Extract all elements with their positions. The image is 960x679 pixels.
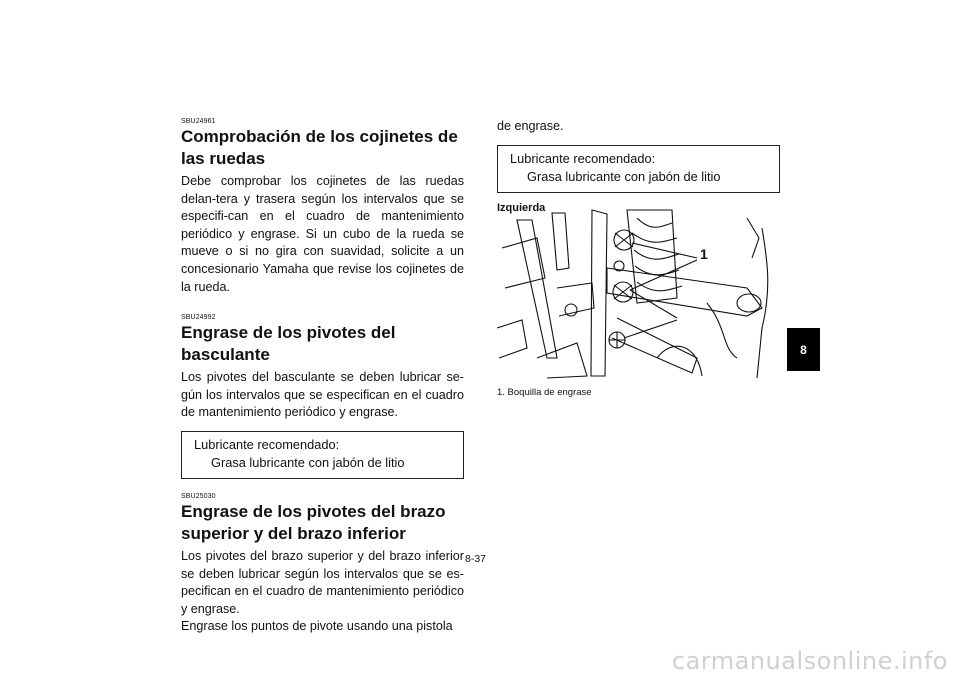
chapter-tab: 8 — [787, 328, 820, 371]
section-code: SBU25030 — [181, 492, 216, 500]
right-column — [497, 118, 780, 214]
left-column — [181, 118, 464, 636]
lubricant-box — [181, 431, 464, 479]
page-number: 8-37 — [465, 553, 487, 565]
lubricant-value: Grasa lubricante con jabón de litio — [211, 454, 405, 470]
section-heading: Engrase de los pivotes del brazo superior y del brazo inferior — [181, 501, 446, 543]
section-heading: Comprobación de los cojinetes de las ruedas — [181, 127, 458, 168]
lubricant-label: Lubricante recomendado: — [510, 150, 656, 166]
lubricant-label: Lubricante recomendado: — [194, 436, 340, 452]
section-body: Los pivotes del basculante se deben lubricar se-gún los intervalos que se especifican en el cuadro de mantenimiento periódico y engrase. — [181, 370, 464, 420]
section-code: SBU24992 — [181, 314, 216, 322]
section-heading: Engrase de los pivotes del basculante — [181, 323, 396, 365]
callout-number: 1 — [700, 246, 708, 262]
lubricant-box — [497, 145, 780, 193]
section-body-continued: Engrase los puntos de pivote usando una pistola — [181, 619, 453, 634]
figure-caption: 1. Boquilla de engrase — [497, 387, 592, 398]
section-body: Debe comprobar los cojinetes de las ruedas delan-tera y trasera según los intervalos que se especifi-can en el cuadro de mantenimiento periódico y engrase. Si un cubo de la rueda se mueve o si no gira con suavidad, solicite a un concesionario Yamaha que revise los cojinetes de la rueda. — [181, 174, 464, 294]
continuation-text: de engrase. — [497, 119, 564, 133]
swingarm-illustration — [497, 208, 780, 386]
watermark: carmanualsonline.info — [671, 647, 948, 675]
lubricant-value: Grasa lubricante con jabón de litio — [527, 168, 721, 184]
section-body: Los pivotes del brazo superior y del brazo inferior se deben lubricar según los intervalos que se es-pecifican en el cuadro de mantenimiento periódico y engrase. — [181, 548, 464, 616]
section-code: SBU24961 — [181, 118, 216, 125]
figure-label: Izquierda — [497, 201, 546, 214]
